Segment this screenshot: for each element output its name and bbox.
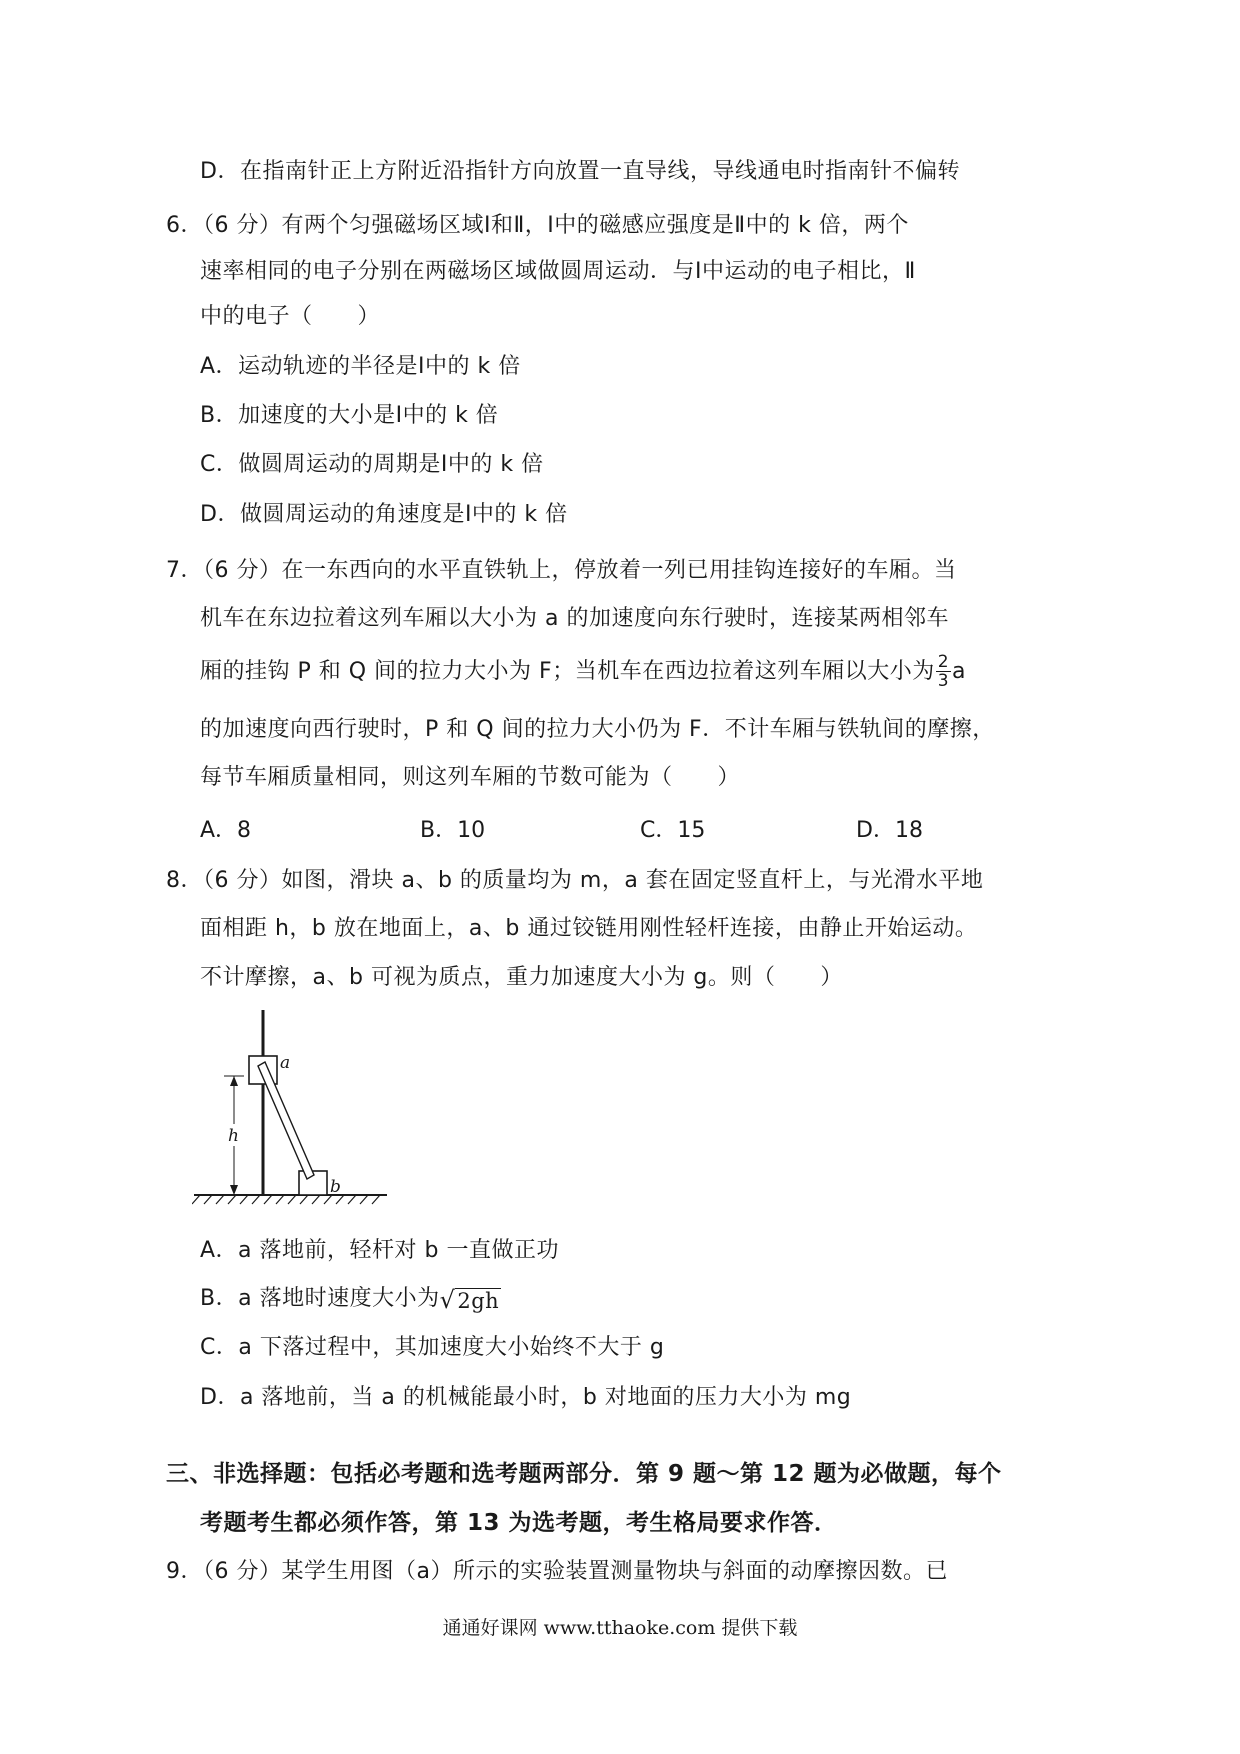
q8-stem-line-1: 8．（6 分）如图，滑块 a、b 的质量均为 m，a 套在固定竖直杆上，与光滑水平地 — [166, 868, 984, 893]
q7-fraction-numerator: 2 — [937, 652, 950, 672]
q6-option-b: B．加速度的大小是Ⅰ中的 k 倍 — [200, 403, 499, 428]
page-footer: 通通好课网 www.tthaoke.com 提供下载 — [442, 1617, 798, 1639]
q8-stem-line-3: 不计摩擦，a、b 可视为质点，重力加速度大小为 g。则（ ） — [200, 965, 843, 990]
arrow-up-icon — [230, 1076, 238, 1086]
q7-option-a: A．8 — [200, 818, 252, 843]
q7-option-c: C．15 — [640, 818, 706, 843]
q5-option-d: D．在指南针正上方附近沿指针方向放置一直导线，导线通电时指南针不偏转 — [200, 159, 960, 184]
label-h: h — [228, 1126, 239, 1146]
q6-stem-line-3: 中的电子（ ） — [200, 304, 381, 329]
q8-option-b-text: B．a 落地时速度大小为 — [200, 1286, 440, 1311]
q7-fraction-denominator: 3 — [937, 671, 950, 691]
q7-fraction — [936, 653, 951, 690]
q6-option-d: D．做圆周运动的角速度是Ⅰ中的 k 倍 — [200, 502, 568, 527]
q7-line-3-suffix: a — [952, 658, 967, 684]
q6-option-a: A．运动轨迹的半径是Ⅰ中的 k 倍 — [200, 354, 521, 379]
q6-stem-line-2: 速率相同的电子分别在两磁场区域做圆周运动．与Ⅰ中运动的电子相比，Ⅱ — [200, 259, 916, 284]
q7-stem-line-1: 7．（6 分）在一东西向的水平直铁轨上，停放着一列已用挂钩连接好的车厢。当 — [166, 558, 957, 583]
arrow-down-icon — [230, 1185, 238, 1195]
label-b: b — [330, 1177, 341, 1197]
q7-stem-line-2: 机车在东边拉着这列车厢以大小为 a 的加速度向东行驶时，连接某两相邻车 — [200, 606, 949, 631]
label-a: a — [280, 1053, 291, 1073]
sqrt-expression — [440, 1286, 502, 1313]
q8-option-b — [200, 1284, 501, 1314]
q7-option-b: B．10 — [420, 818, 486, 843]
section-3-heading-line-2: 考题考生都必须作答，第 13 为选考题，考生格局要求作答． — [200, 1510, 838, 1536]
section-3-heading-line-1: 三、非选择题：包括必考题和选考题两部分．第 9 题～第 12 题为必做题，每个 — [166, 1461, 1002, 1487]
q7-option-d: D．18 — [856, 818, 923, 843]
q6-option-c: C．做圆周运动的周期是Ⅰ中的 k 倍 — [200, 452, 544, 477]
sqrt-radicand: 2gh — [457, 1288, 500, 1313]
q9-stem-line-1: 9．（6 分）某学生用图（a）所示的实验装置测量物块与斜面的动摩擦因数。已 — [166, 1559, 948, 1584]
q8-stem-line-2: 面相距 h，b 放在地面上，a、b 通过铰链用刚性轻杆连接，由静止开始运动。 — [200, 916, 978, 941]
sqrt-icon: √ — [439, 1285, 456, 1314]
q7-stem-line-4: 的加速度向西行驶时，P 和 Q 间的拉力大小仍为 F．不计车厢与铁轨间的摩擦， — [200, 717, 995, 742]
q8-option-d: D．a 落地前，当 a 的机械能最小时，b 对地面的压力大小为 mg — [200, 1385, 852, 1410]
sliding-blocks-diagram — [192, 1010, 402, 1225]
q8-option-a: A．a 落地前，轻杆对 b 一直做正功 — [200, 1238, 559, 1263]
q8-option-c: C．a 下落过程中，其加速度大小始终不大于 g — [200, 1335, 665, 1360]
q6-stem-line-1: 6．（6 分）有两个匀强磁场区域Ⅰ和Ⅱ，Ⅰ中的磁感应强度是Ⅱ中的 k 倍，两个 — [166, 213, 909, 238]
q7-line-3-text: 厢的挂钩 P 和 Q 间的拉力大小为 F；当机车在西边拉着这列车厢以大小为 — [200, 658, 935, 684]
q7-stem-line-5: 每节车厢质量相同，则这列车厢的节数可能为（ ） — [200, 765, 741, 790]
q7-stem-line-3 — [200, 653, 966, 690]
ground-hatching — [192, 1195, 380, 1204]
light-rod — [258, 1062, 314, 1179]
